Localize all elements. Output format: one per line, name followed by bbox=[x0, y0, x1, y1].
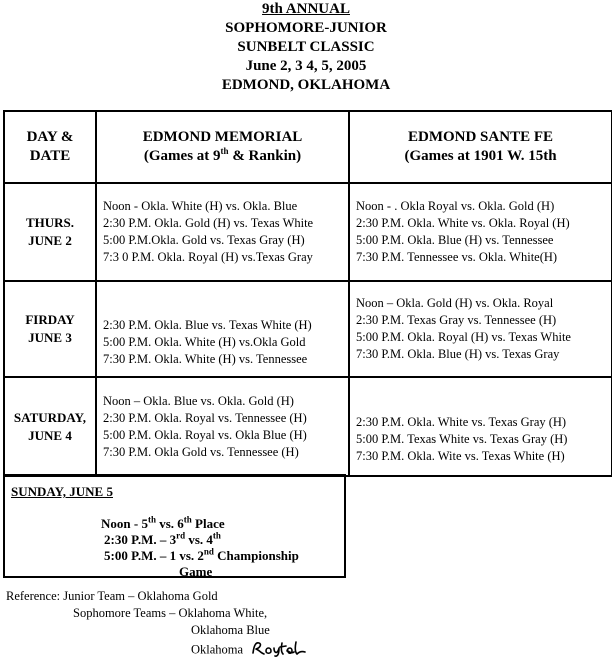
reference-line bbox=[6, 639, 310, 656]
game-line: 5:00 P.M. Texas White vs. Texas Gray (H) bbox=[356, 432, 568, 446]
sunday-game-1c: Place bbox=[191, 516, 225, 531]
day-cell bbox=[4, 281, 96, 377]
reference-line-text: Oklahoma bbox=[191, 642, 244, 657]
santefe-games bbox=[349, 281, 612, 377]
sunday-game-line bbox=[5, 548, 344, 564]
memorial-subtitle-a: (Games at 9 bbox=[143, 148, 221, 164]
column-header-memorial bbox=[96, 111, 349, 183]
document-header bbox=[0, 0, 612, 95]
header-tournament-level: SOPHOMORE-JUNIOR bbox=[225, 20, 387, 36]
santefe-games bbox=[349, 377, 612, 476]
column-header-day bbox=[4, 111, 96, 183]
game-line: Noon - Okla. White (H) vs. Okla. Blue bbox=[103, 199, 298, 213]
sunday-game-line bbox=[5, 532, 344, 548]
day-cell bbox=[4, 183, 96, 281]
reference-section bbox=[6, 588, 310, 656]
game-line: 5:00 P.M.Okla. Gold vs. Texas Gray (H) bbox=[103, 233, 305, 247]
day-date: JUNE 3 bbox=[28, 330, 72, 345]
sunday-game-2-sup2: th bbox=[212, 530, 221, 541]
sunday-box bbox=[3, 474, 346, 578]
memorial-games bbox=[96, 377, 349, 476]
schedule-table bbox=[3, 110, 612, 477]
sunday-game-2b: vs. 4 bbox=[185, 532, 213, 547]
table-row bbox=[4, 377, 612, 476]
game-line: 7:30 P.M. Okla. Blue (H) vs. Texas Gray bbox=[356, 347, 560, 361]
header-tournament-name: SUNBELT CLASSIC bbox=[237, 39, 375, 55]
game-line: 2:30 P.M. Okla. White vs. Texas Gray (H) bbox=[356, 415, 567, 429]
day-name: FIRDAY bbox=[25, 312, 75, 327]
game-line: 7:3 0 P.M. Okla. Royal (H) vs.Texas Gray bbox=[103, 250, 313, 264]
game-line: Noon – Okla. Blue vs. Okla. Gold (H) bbox=[103, 393, 294, 408]
memorial-title: EDMOND MEMORIAL bbox=[142, 129, 303, 145]
sunday-game-1a: Noon - 5 bbox=[101, 516, 148, 531]
sunday-game-line bbox=[5, 564, 344, 580]
game-line: 7:30 P.M. Okla. White (H) vs. Tennessee bbox=[103, 351, 308, 366]
table-header-row bbox=[4, 111, 612, 183]
game-line: 2:30 P.M. Okla. Gold (H) vs. Texas White bbox=[103, 216, 314, 230]
column-header-santefe bbox=[349, 111, 612, 183]
sunday-games bbox=[5, 516, 344, 580]
game-line: 7:30 P.M. Okla Gold vs. Tennessee (H) bbox=[103, 444, 299, 459]
game-line: 2:30 P.M. Okla. Royal vs. Tennessee (H) bbox=[103, 410, 307, 425]
santefe-title: EDMOND SANTE FE bbox=[407, 129, 553, 145]
game-line: 5:00 P.M. Okla. White (H) vs.Okla Gold bbox=[103, 334, 306, 349]
sunday-game-1-sup1: th bbox=[147, 514, 156, 525]
reference-line: Oklahoma Blue bbox=[191, 623, 270, 637]
sunday-game-3c: Game bbox=[179, 564, 213, 579]
day-header-line2: DATE bbox=[29, 148, 71, 164]
table-row bbox=[4, 183, 612, 281]
day-cell bbox=[4, 377, 96, 476]
memorial-games bbox=[96, 281, 349, 377]
sunday-game-3-sup: nd bbox=[203, 546, 214, 557]
game-line: Noon – Okla. Gold (H) vs. Okla. Royal bbox=[356, 296, 554, 310]
header-location: EDMOND, OKLAHOMA bbox=[221, 77, 391, 93]
memorial-subtitle-b: & Rankin) bbox=[228, 148, 302, 164]
header-dates: June 2, 3 4, 5, 2005 bbox=[245, 58, 367, 74]
reference-line: Sophomore Teams – Oklahoma White, bbox=[73, 606, 268, 620]
santefe-subtitle: (Games at 1901 W. 15th bbox=[404, 148, 557, 164]
sunday-game-line bbox=[5, 516, 344, 532]
memorial-games bbox=[96, 183, 349, 281]
memorial-subtitle-sup: th bbox=[220, 146, 229, 156]
day-name: THURS. bbox=[25, 215, 75, 230]
game-line: Noon - . Okla Royal vs. Okla. Gold (H) bbox=[356, 199, 555, 213]
day-date: JUNE 2 bbox=[28, 233, 72, 248]
sunday-game-3a: 5:00 P.M. – 1 vs. 2 bbox=[104, 548, 204, 563]
day-header-line1: DAY & bbox=[26, 129, 74, 145]
game-line: 2:30 P.M. Okla. Blue vs. Texas White (H) bbox=[103, 317, 312, 332]
game-line: 5:00 P.M. Okla. Royal vs. Okla Blue (H) bbox=[103, 427, 307, 442]
reference-line: Reference: Junior Team – Oklahoma Gold bbox=[6, 589, 218, 603]
day-date: JUNE 4 bbox=[28, 427, 72, 443]
game-line: 2:30 P.M. Okla. White vs. Okla. Royal (H) bbox=[356, 216, 570, 230]
game-line: 7:30 P.M. Okla. Wite vs. Texas White (H) bbox=[356, 449, 565, 463]
game-line: 5:00 P.M. Okla. Blue (H) vs. Tennessee bbox=[356, 233, 554, 247]
game-line: 7:30 P.M. Tennessee vs. Okla. White(H) bbox=[356, 250, 558, 264]
memorial-subtitle bbox=[97, 147, 348, 166]
table-row bbox=[4, 281, 612, 377]
sunday-title: SUNDAY, JUNE 5 bbox=[11, 484, 113, 499]
day-name: SATURDAY, bbox=[13, 409, 87, 425]
sunday-game-2-sup1: rd bbox=[176, 530, 186, 541]
game-line: 5:00 P.M. Okla. Royal (H) vs. Texas White bbox=[356, 330, 571, 344]
sunday-game-2a: 2:30 P.M. – 3 bbox=[104, 532, 177, 547]
header-annual: 9th ANNUAL bbox=[262, 1, 350, 17]
sunday-game-3b: Championship bbox=[213, 548, 299, 563]
sunday-game-1-sup2: th bbox=[183, 514, 192, 525]
handwritten-royal-signature bbox=[250, 639, 310, 662]
game-line: 2:30 P.M. Texas Gray vs. Tennessee (H) bbox=[356, 313, 557, 327]
santefe-games bbox=[349, 183, 612, 281]
sunday-game-1b: vs. 6 bbox=[155, 516, 184, 531]
